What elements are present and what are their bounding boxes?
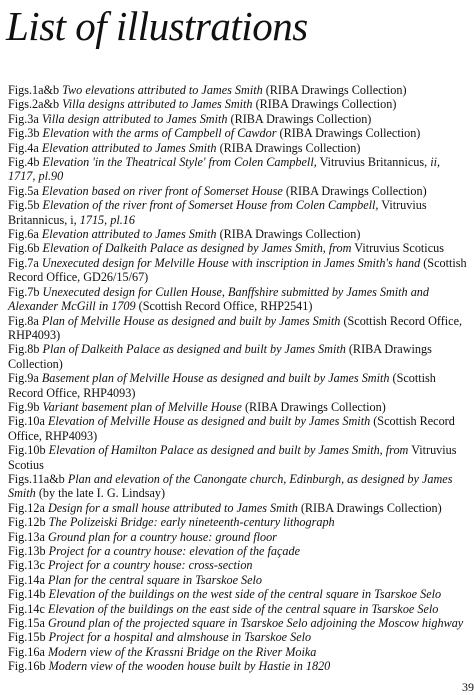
figure-description: Unexecuted design for Melville House with inscription in James Smith's hand (41, 255, 421, 270)
figure-source: (RIBA Drawings Collection) (8, 342, 432, 371)
figure-description-continued: ii, 1717, pl.90 (8, 155, 441, 184)
figure-description: Ground plan of the projected square in Tsarskoe Selo adjoining the Moscow highway (47, 616, 464, 631)
figure-source: (by the late I. G. Lindsay) (38, 486, 166, 501)
figure-description: Villa design attributed to James Smith (41, 111, 228, 126)
figure-number: Fig.3b (8, 126, 40, 141)
figure-number: Fig.10a (8, 414, 45, 429)
figure-number: Fig.7a (8, 255, 39, 270)
illustration-entry (8, 83, 470, 97)
figure-number: Fig.13a (8, 529, 45, 544)
illustration-entry (8, 155, 470, 184)
illustration-entry (8, 501, 470, 515)
illustration-entry (8, 414, 470, 443)
figure-description: Elevation of the buildings on the east side of the central square in Tsarskoe Selo (47, 601, 439, 616)
figure-number: Fig.13c (8, 558, 45, 573)
illustration-entry (8, 112, 470, 126)
figure-number: Fig.10b (8, 443, 46, 458)
figure-number: Fig.3a (8, 111, 39, 126)
illustration-entry (8, 558, 470, 572)
figure-description: Elevation of Hamilton Palace as designed and built by James Smith, from (48, 443, 409, 458)
figure-number: Fig.14b (8, 587, 46, 602)
illustration-entry (8, 227, 470, 241)
figure-description: Elevation of the river front of Somerset House from Colen Campbell, (42, 198, 379, 213)
figure-number: Fig.15a (8, 616, 45, 631)
illustration-entry (8, 530, 470, 544)
illustration-entry (8, 314, 470, 343)
illustration-entry (8, 97, 470, 111)
figure-number: Fig.6a (8, 227, 39, 242)
figure-description: Two elevations attributed to James Smith (62, 83, 263, 97)
illustration-entry (8, 630, 470, 644)
figure-source: (RIBA Drawings Collection) (219, 140, 361, 155)
figure-description: Elevation with the arms of Campbell of Cawdor (42, 126, 277, 141)
figure-source: (RIBA Drawings Collection) (265, 83, 407, 97)
figure-number: Fig.8b (8, 342, 40, 357)
figure-description: Project for a country house: elevation of the façade (48, 544, 300, 558)
figure-description: Modern view of the wooden house built by Hastie in 1820 (48, 659, 331, 674)
figure-description: Project for a country house: cross-section (47, 558, 253, 573)
illustrations-list (8, 83, 470, 674)
figure-description: Elevation based on river front of Somerset House (41, 183, 283, 198)
figure-source: (Scottish Record Office, RHP2541) (138, 299, 313, 314)
illustration-entry (8, 241, 470, 255)
figure-number: Fig.9a (8, 371, 39, 386)
figure-source: (RIBA Drawings Collection) (285, 183, 427, 198)
figure-description: Plan of Melville House as designed and built by James Smith (41, 313, 341, 328)
figure-source: (RIBA Drawings Collection) (255, 97, 397, 112)
illustration-entry (8, 256, 470, 285)
figure-number: Fig.4b (8, 155, 40, 170)
figure-number: Fig.14a (8, 572, 45, 587)
figure-source: Vitruvius Scoticus (354, 241, 444, 256)
figure-number: Figs.1a&b (8, 83, 60, 97)
figure-description: Elevation attributed to James Smith (41, 140, 217, 155)
figure-number: Fig.6b (8, 241, 40, 256)
illustration-entry (8, 515, 470, 529)
figure-description-continued: 1715, pl.16 (79, 212, 135, 227)
illustration-entry (8, 443, 470, 472)
figure-number: Fig.5b (8, 198, 40, 213)
figure-source: Vitruvius Britannicus, i, (8, 198, 427, 227)
figure-number: Fig.8a (8, 313, 39, 328)
illustration-entry (8, 587, 470, 601)
figure-description: Elevation of the buildings on the west side of the central square in Tsarskoe Selo (48, 587, 442, 602)
figure-source: (Scottish Record Office, RHP4093) (8, 414, 455, 443)
illustration-entry (8, 371, 470, 400)
figure-description: Design for a small house attributed to James Smith (47, 500, 298, 515)
illustration-entry (8, 126, 470, 140)
figure-source: (RIBA Drawings Collection) (300, 500, 442, 515)
figure-description: Plan of Dalkeith Palace as designed and built by James Smith (42, 342, 346, 357)
figure-description: Plan and elevation of the Canongate church, Edinburgh, as designed by James Smith (8, 471, 453, 501)
figure-number: Figs.2a&b (8, 97, 60, 112)
figure-number: Fig.16b (8, 659, 46, 674)
figure-description: Villa designs attributed to James Smith (62, 97, 253, 112)
illustration-entry (8, 472, 470, 501)
illustration-entry (8, 602, 470, 616)
figure-description: Ground plan for a country house: ground floor (47, 529, 277, 544)
figure-number: Fig.9b (8, 399, 40, 414)
figure-number: Fig.4a (8, 140, 39, 155)
illustration-entry (8, 573, 470, 587)
figure-number: Fig.16a (8, 644, 45, 659)
figure-source: Vitruvius Scotius (8, 443, 457, 472)
figure-number: Fig.14c (8, 601, 45, 616)
figure-description: Modern view of the Krassni Bridge on the River Moika (47, 644, 317, 659)
figure-description: Elevation of Melville House as designed and built by James Smith (47, 414, 371, 429)
figure-source: (Scottish Record Office, GD26/15/67) (8, 255, 467, 285)
figure-number: Fig.12a (8, 500, 45, 515)
figure-description: Basement plan of Melville House as designed and built by James Smith (41, 371, 390, 386)
illustration-entry (8, 544, 470, 558)
figure-description: Variant basement plan of Melville House (42, 399, 242, 414)
figure-description: Elevation attributed to James Smith (41, 227, 217, 242)
illustration-entry (8, 616, 470, 630)
figure-number: Fig.7b (8, 284, 40, 299)
illustration-entry (8, 184, 470, 198)
page-number: 39 (462, 680, 474, 694)
figure-source: Vitruvius Britannicus, (319, 155, 428, 170)
illustration-entry (8, 400, 470, 414)
figure-source: (Scottish Record Office, RHP4093) (8, 313, 463, 342)
figure-description: Plan for the central square in Tsarskoe Selo (47, 572, 263, 587)
figure-number: Fig.15b (8, 630, 46, 645)
illustration-entry (8, 645, 470, 659)
figure-description: Project for a hospital and almshouse in Tsarskoe Selo (48, 630, 312, 645)
figure-source: (RIBA Drawings Collection) (244, 399, 386, 414)
figure-description: Elevation of Dalkeith Palace as designed by James Smith, from (42, 241, 352, 256)
figure-number: Fig.12b (8, 515, 46, 530)
figure-source: (Scottish Record Office, RHP4093) (8, 371, 436, 400)
illustration-entry (8, 198, 470, 227)
figure-description: Elevation 'in the Theatrical Style' from Colen Campbell, (42, 155, 317, 170)
illustration-entry (8, 141, 470, 155)
figure-number: Fig.5a (8, 183, 39, 198)
figure-source: (RIBA Drawings Collection) (230, 111, 372, 126)
page-title: List of illustrations (6, 3, 308, 49)
illustration-entry (8, 342, 470, 371)
illustration-entry (8, 285, 470, 314)
figure-description: The Polizeiski Bridge: early nineteenth-century lithograph (48, 515, 335, 530)
figure-source: (RIBA Drawings Collection) (219, 227, 361, 242)
figure-number: Figs.11a&b (8, 471, 65, 486)
illustration-entry (8, 659, 470, 673)
figure-description: Unexecuted design for Cullen House, Banffshire submitted by James Smith and Alexander McGill in 1709 (8, 284, 429, 314)
figure-source: (RIBA Drawings Collection) (279, 126, 421, 141)
figure-number: Fig.13b (8, 544, 46, 558)
